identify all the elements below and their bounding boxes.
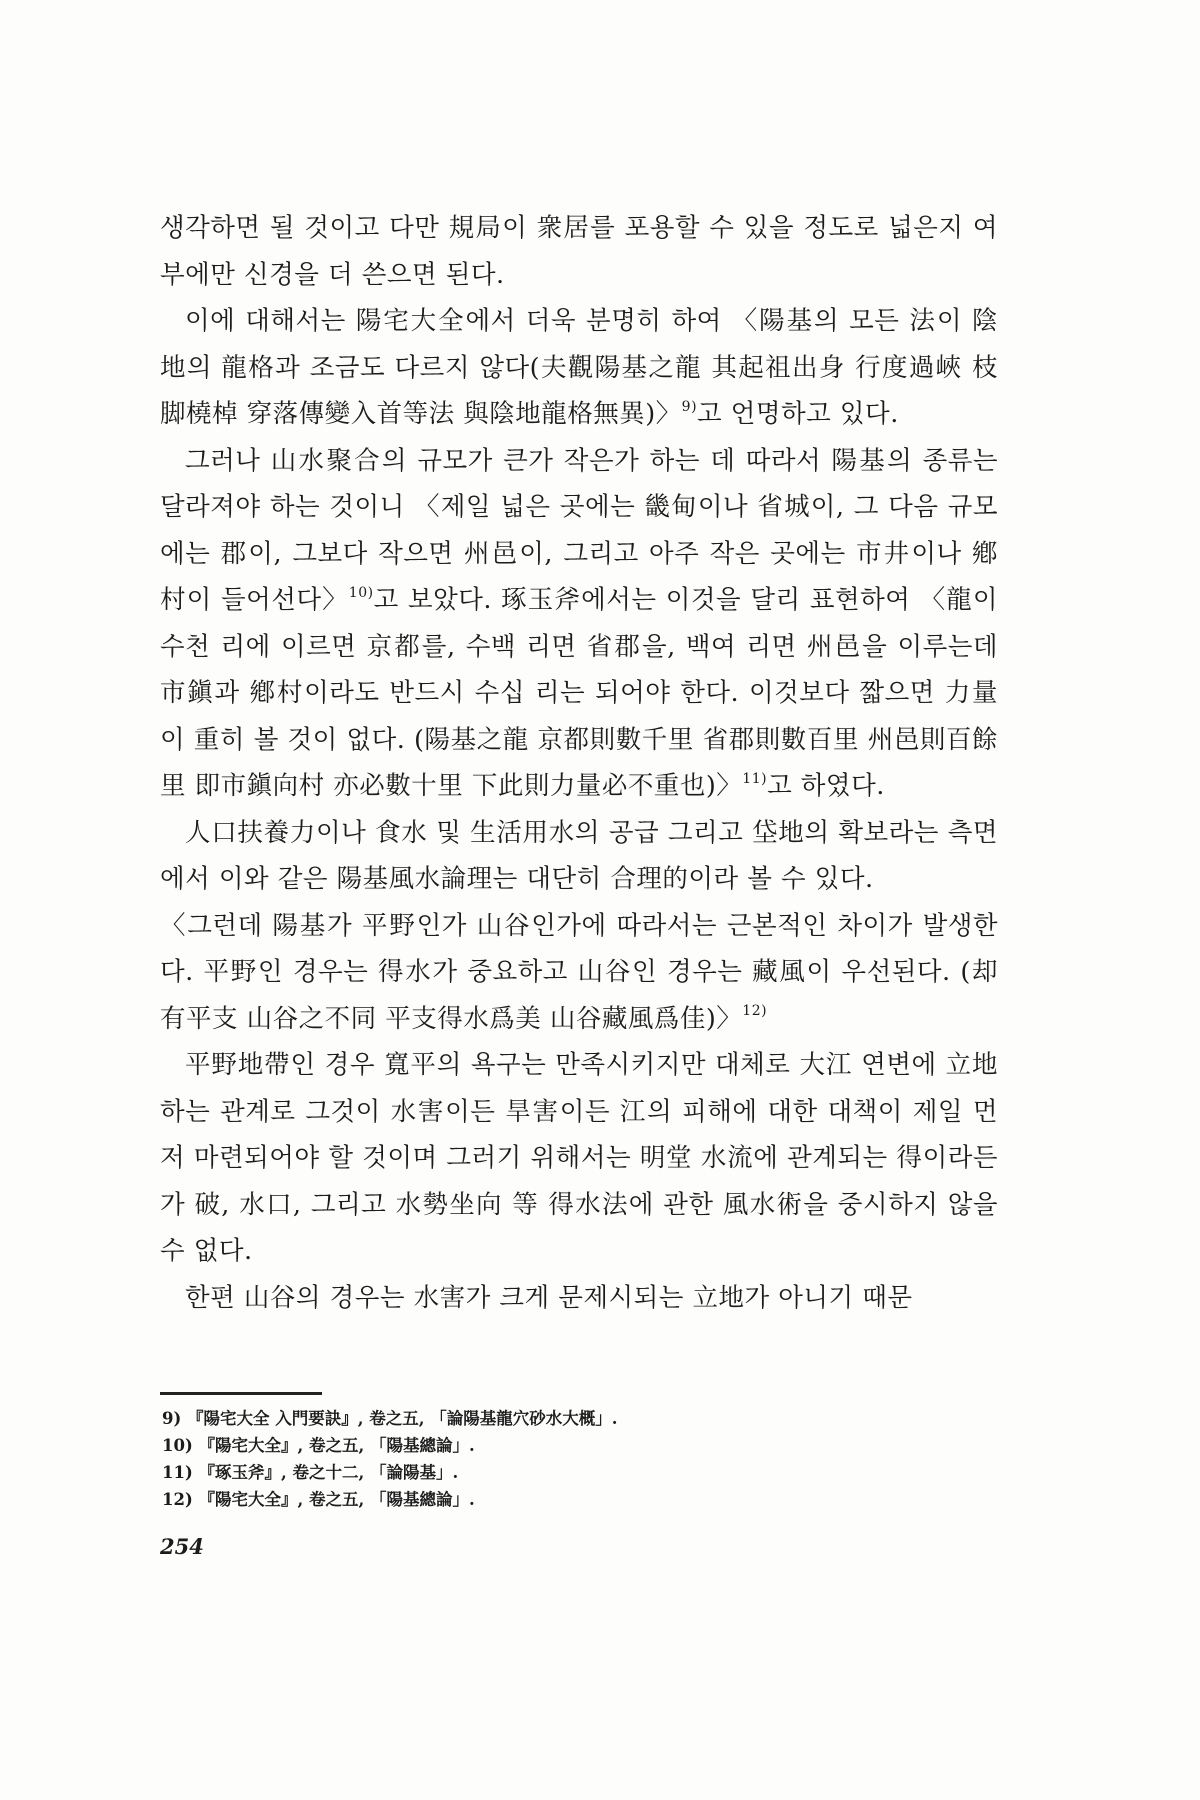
body-text xyxy=(160,205,998,1321)
paragraph-4-text: 人口扶養力이나 食水 및 生活用水의 공급 그리고 垈地의 확보라는 측면에서 이와 같은 陽基風水論理는 대단히 合理的이라 볼 수 있다. xyxy=(160,817,998,894)
paragraph-5 xyxy=(160,903,998,1043)
footnote-9: 9) 『陽宅大全 入門要訣』, 卷之五, 「論陽基龍穴砂水大概」. xyxy=(162,1409,618,1428)
paragraph-4 xyxy=(160,810,998,903)
footnotes xyxy=(162,1405,862,1513)
paragraph-3-text: 그러나 山水聚合의 규모가 큰가 작은가 하는 데 따라서 陽基의 종류는 달라져야 하는 것이니 〈제일 넓은 곳에는 畿甸이나 省城이, 그 다음 규모에는 郡이, 그보다 작으면 州邑이, 그리고 아주 작은 곳에는 市井이나 鄕村이 들어선다〉 xyxy=(160,445,998,615)
page-number: 254 xyxy=(160,1534,204,1559)
paragraph-7 xyxy=(160,1275,998,1322)
footnote-ref-9: 9) xyxy=(681,398,698,415)
paragraph-3 xyxy=(160,438,998,810)
paragraph-7-text: 한편 山谷의 경우는 水害가 크게 문제시되는 立地가 아니기 때문 xyxy=(185,1282,913,1313)
footnote-11: 11) 『琢玉斧』, 卷之十二, 「論陽基」. xyxy=(162,1463,459,1482)
footnote-ref-10: 10) xyxy=(348,584,374,601)
footnote-ref-12: 12) xyxy=(742,1003,768,1019)
footnote-10: 10) 『陽宅大全』, 卷之五, 「陽基總論」. xyxy=(162,1436,475,1455)
paragraph-1 xyxy=(160,205,998,298)
footnote-separator xyxy=(160,1392,322,1395)
paragraph-2 xyxy=(160,298,998,438)
paragraph-3-middle: 고 보았다. 琢玉斧에서는 이것을 달리 표현하여 〈龍이 수천 리에 이르면 京都를, 수백 리면 省郡을, 백여 리면 州邑을 이루는데 市鎭과 鄕村이라도 반드시 수십 리는 되어야 한다. 이것보다 짧으면 力量이 重히 볼 것이 없다. (陽基之龍 京都則數千里 省郡則數百里 州邑則百餘里 即市鎭向村 亦必數十里 下此則力量必不重也)〉 xyxy=(160,585,998,801)
paragraph-3-tail: 고 하였다. xyxy=(767,771,885,801)
paragraph-2-text: 이에 대해서는 陽宅大全에서 더욱 분명히 하여 〈陽基의 모든 法이 陰地의 龍格과 조금도 다르지 않다(夫觀陽基之龍 其起祖出身 行度過峽 枝脚橈棹 穿落傳變入首等法 與陰地龍格無異)〉 xyxy=(160,306,998,429)
paragraph-6 xyxy=(160,1042,998,1275)
paragraph-5-text: 〈그런데 陽基가 平野인가 山谷인가에 따라서는 근본적인 차이가 발생한다. 平野인 경우는 得水가 중요하고 山谷인 경우는 藏風이 우선된다. (却有平支 山谷之不同 平支得水爲美 山谷藏風爲佳)〉 xyxy=(160,910,998,1034)
footnote-ref-11: 11) xyxy=(742,770,768,787)
paragraph-6-text: 平野地帶인 경우 寬平의 욕구는 만족시키지만 대체로 大江 연변에 立地하는 관계로 그것이 水害이든 旱害이든 江의 피해에 대한 대책이 제일 먼저 마련되어야 할 것이며 그러기 위해서는 明堂 水流에 관계되는 得이라든가 破, 水口, 그리고 水勢坐向 等 得水法에 관한 風水術을 중시하지 않을 수 없다. xyxy=(160,1050,998,1266)
paragraph-1-text: 생각하면 될 것이고 다만 規局이 衆居를 포용할 수 있을 정도로 넓은지 여부에만 신경을 더 쓴으면 된다. xyxy=(160,213,998,290)
paragraph-2-tail: 고 언명하고 있다. xyxy=(697,399,899,429)
footnote-12: 12) 『陽宅大全』, 卷之五, 「陽基總論」. xyxy=(162,1490,475,1509)
